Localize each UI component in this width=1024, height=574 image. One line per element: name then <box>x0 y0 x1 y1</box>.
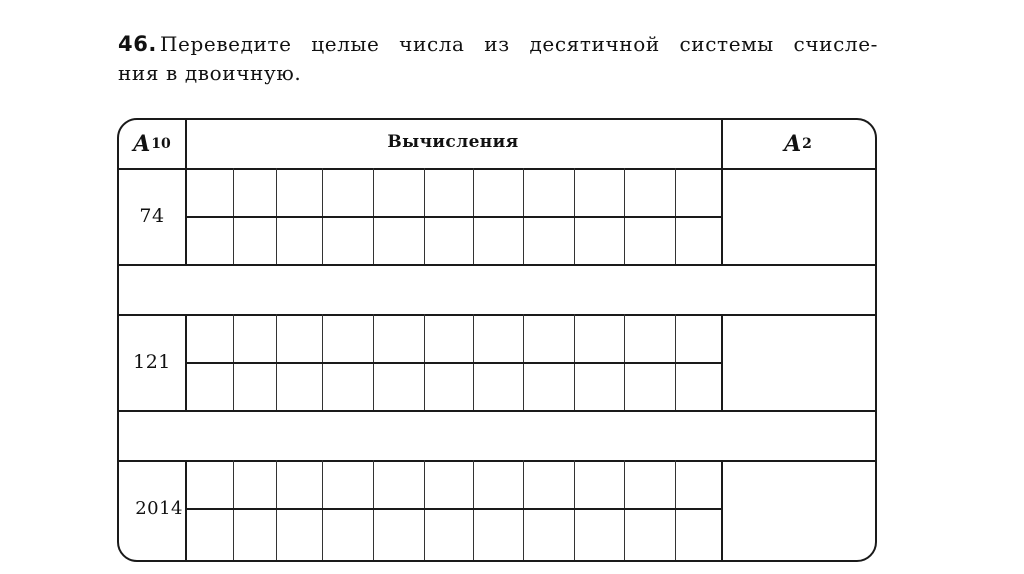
calc-grid-midline <box>185 216 721 218</box>
conversion-table <box>117 118 877 562</box>
row-value-121: 121 <box>133 351 171 373</box>
row-value-74: 74 <box>139 205 165 227</box>
header-a10 <box>119 120 185 168</box>
column-separator <box>721 314 723 410</box>
calc-grid-vertical <box>373 460 374 560</box>
calc-grid-vertical <box>523 460 524 560</box>
task-text-line-1: Переведите целые числа из десятичной системы счисле- <box>160 32 878 56</box>
column-separator <box>185 120 187 168</box>
header-calculations: Вычисления <box>387 132 519 152</box>
column-separator <box>721 168 723 264</box>
task-text <box>118 30 878 88</box>
header-a2 <box>721 120 875 168</box>
calc-grid-vertical <box>233 460 234 560</box>
calc-grid-vertical <box>473 460 474 560</box>
band-separator <box>119 264 875 266</box>
calc-grid-vertical <box>322 460 323 560</box>
calc-grid-vertical <box>624 460 625 560</box>
column-separator <box>721 460 723 560</box>
column-separator <box>721 120 723 168</box>
gap-row-2[interactable] <box>119 410 875 460</box>
table-header <box>119 120 875 168</box>
calc-grid-vertical <box>424 460 425 560</box>
header-a10-base: A <box>133 131 151 157</box>
task-number: 46. <box>118 32 158 56</box>
header-a2-base: A <box>784 131 802 157</box>
column-separator <box>185 460 187 560</box>
gap-row-1[interactable] <box>119 264 875 314</box>
row-value-2014: 2014 <box>135 497 183 519</box>
header-a2-sub: 2 <box>802 136 812 152</box>
calc-grid-vertical <box>574 460 575 560</box>
calc-grid-midline <box>185 508 721 510</box>
task-statement <box>118 30 878 88</box>
calc-grid-midline <box>185 362 721 364</box>
task-text-line-2: ния в двоичную. <box>118 61 302 85</box>
header-a10-sub: 10 <box>151 136 171 152</box>
calc-grid-vertical <box>276 460 277 560</box>
calc-grid-vertical <box>675 460 676 560</box>
band-separator <box>119 410 875 412</box>
